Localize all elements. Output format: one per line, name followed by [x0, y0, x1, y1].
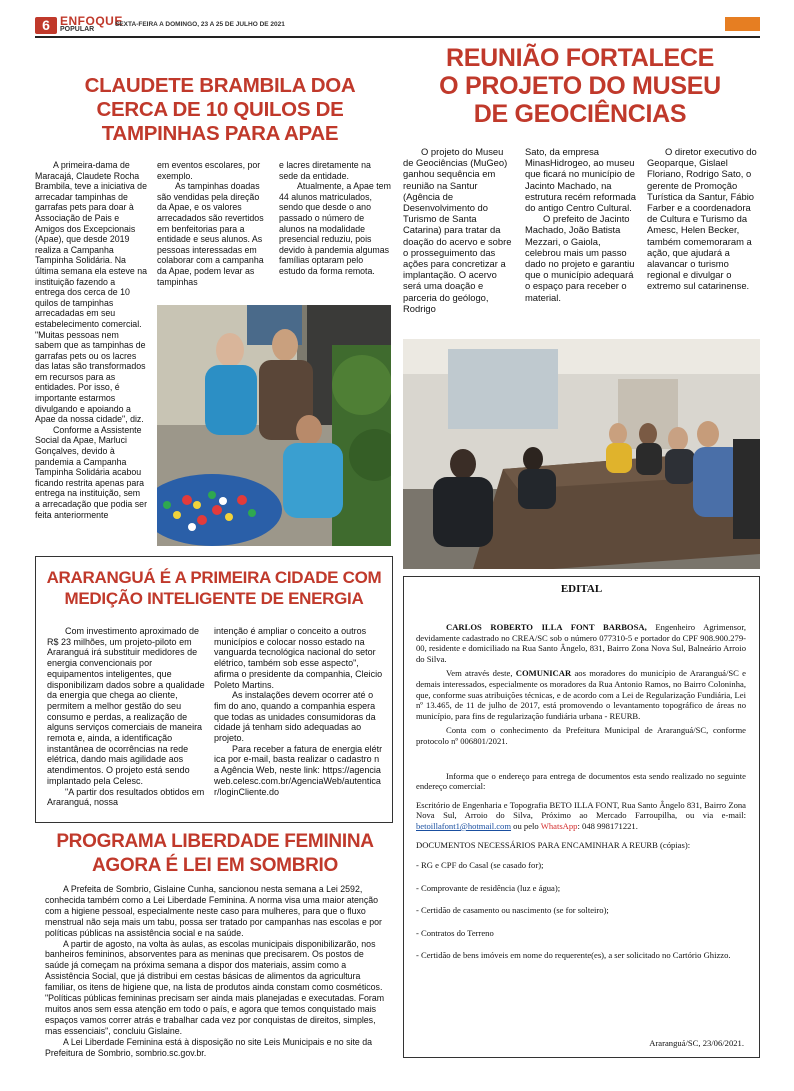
list-item: - Certidão de casamento ou nascimento (se for solteiro); [416, 905, 609, 916]
claudete-headline: CLAUDETE BRAMBILA DOA CERCA DE 10 QUILOS DE TAMPINHAS PARA APAE [84, 74, 356, 145]
list-item: - Contratos do Terreno [416, 927, 494, 938]
edital-title: EDITAL [560, 583, 603, 595]
dateline: SEXTA-FEIRA A DOMINGO, 23 A 25 DE JULHO DE 2021 [115, 21, 285, 28]
sombrio-headline: PROGRAMA LIBERDADE FEMININA AGORA É LEI EM SOMBRIO [56, 831, 374, 876]
brand-subtitle: POPULAR [60, 26, 95, 33]
edital-signoff: Araranguá/SC, 23/06/2021. [649, 1038, 744, 1048]
claudete-col-2: em eventos escolares, por exemplo. As tampinhas doadas são vendidas pela direção da Apae, e os valores arrecadados são revertidos em benfeitorias para a entidade e seus alunos. As pessoas interessadas em colaborar com a campanha da Apae, podem levar as tampinhas [157, 160, 264, 287]
edital-engineer-name: CARLOS ROBERTO ILLA FONT BARBOSA, [446, 622, 647, 632]
edital-email-link[interactable]: betoillafont1@hotmail.com [416, 820, 512, 831]
ararangua-col-1: Com investimento aproximado de R$ 23 milhões, um projeto-piloto em Araranguá irá substituir medidores de energia convencionais por equipamentos inteligentes, que disponibilizam dados sobre a qualidade da energia que chega ao cliente, permitem a melhor gestão do seu consumo e perdas, a realização de alguns serviços comerciais de maneira remota e, ainda, a identificação instantânea de ocorrências na rede elétrica, dando mais agilidade aos atendimentos. O projeto está sendo implantado pela Celesc. "A partir dos resultados obtidos em Araranguá, nossa [47, 626, 205, 808]
ararangua-col-2: intenção é ampliar o conceito a outros municípios e colocar nosso estado na vanguarda tecnológica nacional do setor elétrico, também sob esse aspecto", afirma o presidente da companhia, Cleicio Poleto Martins. As instalações devem ocorrer até o fim do ano, quando a companhia espera que todas as unidades consumidoras da cidade já tenham sido adequadas ao projeto. Para receber a fatura de energia elétrica por e-mail, basta realizar o cadastro na Agência Web, neste link: https://agenciaweb.celesc.com.br/AgenciaWeb/autenticar/loginCliente.do [214, 626, 383, 797]
claudete-col-1: A primeira-dama de Maracajá, Claudete Rocha Brambila, teve a iniciativa de arrecadar tampinhas de garrafas pets para doar à Associação de Pais e Amigos dos Excepcionais (Apae), que desde 2019 realiza a Campanha Tampinha Solidária. Na última semana ela esteve na instituição fazendo a entrega dos cerca de 10 quilos de tampinhas arrecadadas em seu estabelecimento comercial. "Muitas pessoas nem sabem que as tampinhas de garrafas pets ou os lacres das latas são transformados em recursos para as entidades. Por isso, é importante estarmos divulgando e apoiando a Apae da nossa cidade", diz. Conforme a Assistente Social da Apae, Marluci Gonçalves, devido à pandemia a Campanha Tampinha Solidária acabou ficando restrita apenas para entrega na instituição, sem a arrecadação que podia ser feita anteriormente [35, 160, 147, 520]
brand-name: ENFOQUE [60, 14, 123, 28]
museu-headline: REUNIÃO FORTALECE O PROJETO DO MUSEU DE GEOCIÊNCIAS [439, 44, 721, 128]
museu-col-1: O projeto do Museu de Geociências (MuGeo) ganhou sequência em reunião na Santur (Agência de Desenvolvimento do Turismo de Santa Catarina) para tratar da doação do acervo e sobre o prosseguimento das ações para concretizar a implantação. O acervo será uma doação e parceria do geólogo, Rodrigo [403, 146, 512, 314]
sombrio-body: A Prefeita de Sombrio, Gislaine Cunha, sancionou nesta semana a Lei 2592, conhecida também como a Lei Liberdade Feminina. A norma visa uma maior atenção com a higiene pessoal, especialmente neste caso para mulheres, para que o fluxo menstrual não seja mais um tabu, possa ser tratado por campanhas nas escolas e por políticas públicas na assistência social e na saúde. A partir de agosto, na volta às aulas, as escolas municipais disponibilizarão, nos banheiros femininos, absorventes para as meninas que precisarem. Os postos de saúde já começam na próxima semana a dispor dos materiais, assim como a Assistência Social, que já distribui em cestas básicas de alimentos da agricultura familiar, os itens de higiene que, na lista de produtos ainda constam como cosméticos. "Políticas públicas femininas precisam ser ainda mais planejadas e executadas. Foram muitos anos sem essa atenção em todo o país, e agora que temos conquistado mais espaços vamos correr atrás e trabalhar cada vez por conquistas de direitos, simples, mas essenciais", concluiu Gislaine. A Lei Liberdade Feminina está à disposição no site Leis Municipais e no site da Prefeitura de Sombrio, sombrio.sc.gov.br. [45, 884, 385, 1058]
list-item: - RG e CPF do Casal (se casado for); [416, 860, 544, 871]
claudete-col-3: e lacres diretamente na sede da entidade. Atualmente, a Apae tem 44 alunos matriculados, sendo que desde o ano passado o número de alunos na modalidade presencial reduziu, pois devido à pandemia algumas famílias optaram pelo estudo da forma remota. [279, 160, 391, 276]
museu-meeting-photo [403, 339, 760, 569]
museu-col-2: Sato, da empresa MinasHidrogeo, ao museu que ficará no município de Jacinto Machado, na estrutura recém reformada do antigo Centro Cultural. O prefeito de Jacinto Machado, João Batista Mezzari, o Gaiola, celebrou mais um passo dado no projeto e garantiu que o município adequará o espaço para receber o material. [525, 146, 636, 303]
header-rule [35, 36, 760, 38]
page-number: 6 [35, 17, 57, 34]
edital-docs-list [416, 860, 746, 961]
museu-col-3: O diretor executivo do Geoparque, Gislael Floriano, Rodrigo Sato, o gerente de Promoção Turística da Santur, Fábio Farber e a coordenadora de Cultura e Turismo da Amesc, Helen Becker, também comemoraram a ação, que ajudará a alavancar o turismo regional e divulgar o extremo sul catarinense. [647, 146, 757, 292]
list-item: - Comprovante de residência (luz e água); [416, 882, 561, 893]
ararangua-headline: ARARANGUÁ É A PRIMEIRA CIDADE COM MEDIÇÃO INTELIGENTE DE ENERGIA [46, 568, 382, 608]
whatsapp-label: WhatsApp [540, 820, 578, 831]
list-item: - Certidão de bens imóveis em nome do requerente(es), a ser solicitado no Cartório Ghizzo. [416, 950, 731, 961]
header-accent-block [725, 17, 760, 31]
edital-body: CARLOS ROBERTO ILLA FONT BARBOSA, Engenheiro Agrimensor, devidamente cadastrado no CREA/SC sob o número 077310-5 e portador do CPF 908.900.279-00, residente e domiciliado na Rua Santo Ângelo, 831, Bairro Zona Nova Sul, Balneário Arroio do Silva. Vem através deste, COMUNICAR aos moradores do município de Araranguá/SC e demais interessados, especialmente os moradores da Rua Antonio Ramos, no Bairro Coloninha, que, conforme suas atribuições técnicas, e de acordo com a Lei de Regularização Fundiária, Lei nº 13.465, de 11 de julho de 2017, está promovendo o levantamento topográfico de áreas no município, para fins de regularização fundiária urbana - REURB. Conta com o conhecimento da Prefeitura Municipal de Araranguá/SC, conforme protocolo nº 006801/2021. Informa que o endereço para entrega de documentos esta sendo realizado no seguinte endereço comercial: Escritório de Engenharia e Topografia BETO ILLA FONT, Rua Santo Ângelo 831, Bairro Zona Nova Sul, Arroio do Silva, Próximo ao Mercado Farroupilha, ou via e-mail: betoillafont1@hotmail.com ou pelo WhatsApp: 048 998171221. DOCUMENTOS NECESSÁRIOS PARA ENCAMINHAR A REURB (cópias): - RG e CPF do Casal (se casado for); - Comprovante de residência (luz e água); - Certidão de casamento ou nascimento (se for solteiro); - Contratos do Terreno - Certidão de bens imóveis em nome do requerente(es), a ser solicitado no Cartório Ghizzo. [416, 622, 747, 961]
apae-donation-photo [157, 305, 391, 546]
